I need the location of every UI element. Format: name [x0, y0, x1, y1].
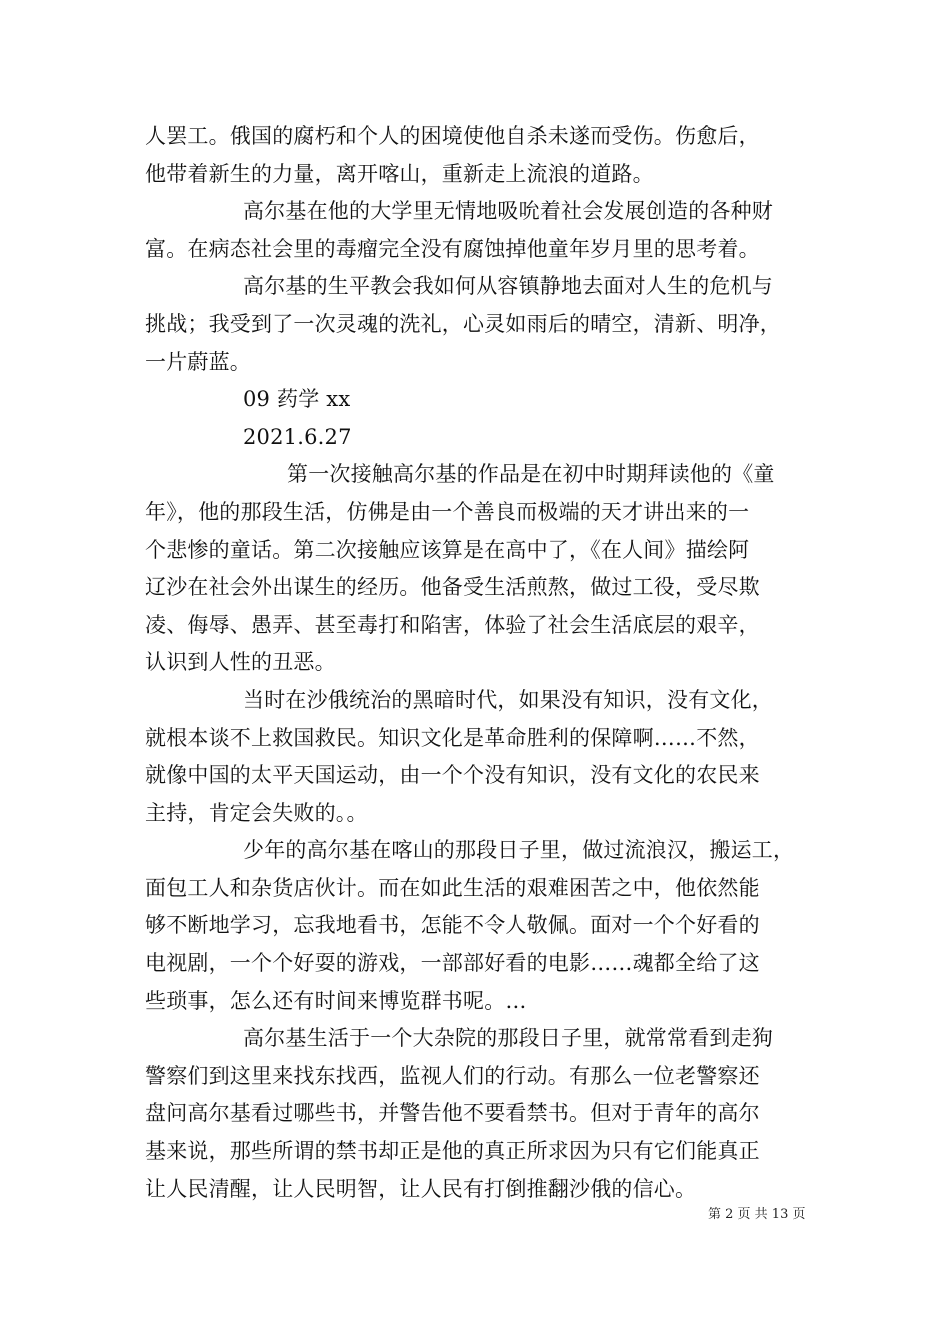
- text-line: 年》，他的那段生活，仿佛是由一个善良而极端的天才讲出来的一: [145, 499, 750, 524]
- text-line: 让人民清醒，让人民明智，让人民有打倒推翻沙俄的信心。: [145, 1176, 697, 1201]
- text-line: 够不断地学习，忘我地看书，怎能不令人敬佩。面对一个个好看的: [145, 913, 760, 938]
- text-line: 警察们到这里来找东找西，监视人们的行动。有那么一位老警察还: [145, 1063, 760, 1088]
- text-line: 挑战；我受到了一次灵魂的洗礼，心灵如雨后的晴空，清新、明净，: [145, 311, 781, 336]
- text-line: 第一次接触高尔基的作品是在初中时期拜读他的《童: [287, 462, 775, 487]
- text-line: 就像中国的太平天国运动，由一个个没有知识，没有文化的农民来: [145, 763, 760, 788]
- text-line: 个悲惨的童话。第二次接触应该算是在高中了，《在人间》描绘阿: [145, 537, 750, 562]
- text-line: 富。在病态社会里的毒瘤完全没有腐蚀掉他童年岁月里的思考着。: [145, 236, 760, 261]
- text-line: 一片蔚蓝。: [145, 349, 251, 374]
- document-body: [145, 118, 815, 1208]
- text-line: 当时在沙俄统治的黑暗时代，如果没有知识，没有文化，: [243, 687, 773, 712]
- text-line: 认识到人性的丑恶。: [145, 650, 336, 675]
- text-line: 高尔基在他的大学里无情地吸吮着社会发展创造的各种财: [243, 199, 773, 224]
- text-line: 基来说，那些所谓的禁书却正是他的真正所求因为只有它们能真正: [145, 1139, 760, 1164]
- text-line: 高尔基生活于一个大杂院的那段日子里，就常常看到走狗: [243, 1026, 773, 1051]
- text-line: 就根本谈不上救国救民。知识文化是革命胜利的保障啊……不然，: [145, 725, 760, 750]
- text-line: 高尔基的生平教会我如何从容镇静地去面对人生的危机与: [243, 274, 773, 299]
- author-line: 09 药学 xx: [243, 387, 351, 412]
- text-line: 人罢工。俄国的腐朽和个人的困境使他自杀未遂而受伤。伤愈后，: [145, 124, 760, 148]
- date-line: 2021.6.27: [243, 424, 352, 449]
- text-line: 盘问高尔基看过哪些书，并警告他不要看禁书。但对于青年的高尔: [145, 1101, 760, 1126]
- text-line: 少年的高尔基在喀山的那段日子里，做过流浪汉，搬运工，: [243, 838, 795, 863]
- text-line: 些琐事，怎么还有时间来博览群书呢。…: [145, 988, 527, 1013]
- text-line: 电视剧，一个个好耍的游戏，一部部好看的电影……魂都全给了这: [145, 951, 760, 976]
- text-line: 辽沙在社会外出谋生的经历。他备受生活煎熬，做过工役，受尽欺: [145, 575, 760, 600]
- page-number: 第 2 页 共 13 页: [708, 1207, 806, 1222]
- text-line: 面包工人和杂货店伙计。而在如此生活的艰难困苦之中，他依然能: [145, 875, 760, 900]
- text-line: 凌、侮辱、愚弄、甚至毒打和陷害，体验了社会生活底层的艰辛，: [145, 612, 760, 637]
- text-line: 他带着新生的力量，离开喀山，重新走上流浪的道路。: [145, 161, 654, 186]
- text-line: 主持，肯定会失败的。。: [145, 800, 368, 825]
